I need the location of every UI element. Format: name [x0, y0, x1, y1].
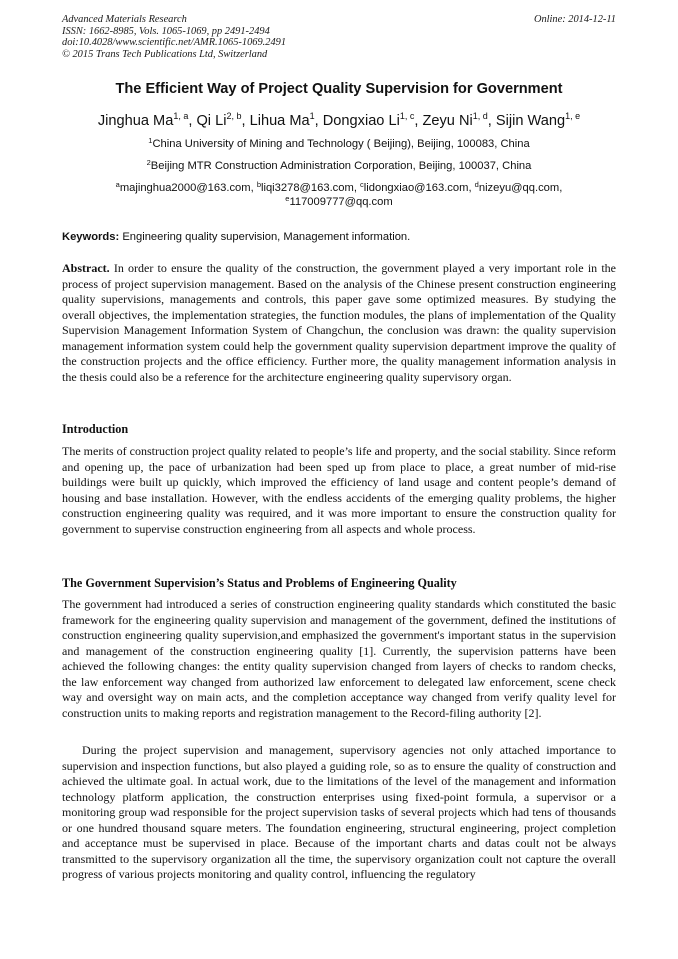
- email-link[interactable]: 117009777@qq.com: [289, 196, 393, 208]
- paper-title: The Efficient Way of Project Quality Supervision for Government: [115, 81, 563, 97]
- email-link[interactable]: lidongxiao@163.com: [363, 182, 469, 194]
- abstract-label: Abstract.: [62, 261, 110, 275]
- author-sup: 1, e: [565, 111, 581, 121]
- keywords-label: Keywords:: [62, 231, 120, 243]
- abstract-text: In order to ensure the quality of the construction, the government played a very important role in the process of project supervision management. Based on the analysis of the Chinese present construction engineering quality supervisions, managements and controls, this paper gave some optimized measures. By studying the overall objectives, the implementation strategies, the function modules, the plans of implementation of the Quality Supervision Management Information System of Changchun, the conclusion was drawn: the quality supervision management information system could help the government quality supervision department improve the quality of the construction projects and the office efficiency. Further more, the quality management information analysis in the thesis could also be a reference for the architecture engineering quality supervisory organ.: [62, 261, 617, 384]
- author-sup: 1, c: [399, 111, 415, 121]
- author-sup: 2, b: [226, 111, 242, 121]
- affiliation-2: $^2$Beijing MTR Construction Administration Corporation, Beijing, 100037, China: [146, 158, 532, 172]
- author-sup: 1, a: [173, 111, 189, 121]
- section-heading-supervision-status: The Government Supervision’s Status and Problems of Engineering Quality: [62, 576, 457, 590]
- author-name: Lihua Ma: [249, 113, 310, 129]
- keywords: [62, 231, 616, 243]
- supervision-paragraph-1: The government had introduced a series of construction engineering quality standards which constituted the basic framework for the engineering quality supervision and management of the government, defined the institutions of construction engineering quality supervision,and emphasized the government's important status in the supervision and management of the construction engineering quality [1]. Currently, the supervision patterns have been achieved the following changes: the entity quality supervision changed from layers of checks to random checks, the law enforcement way changed from authorized law enforcement to delegated law enforcement, scene check way and oversight way on main acts, and the completion acceptance way changed from verify quality level for construction units to making reports and registration management to the Record-filing authority [2].: [62, 597, 616, 720]
- author-list: Jinghua Ma$^{1, a}$, Qi Li$^{2, b}$, Lihua Ma$^1$, Dongxiao Li$^{1, c}$, Zeyu Ni$^{1, d}$, Sijin Wang$^{1, e}$: [97, 111, 581, 129]
- author-name: Dongxiao Li: [322, 113, 400, 129]
- supervision-paragraph-2: During the project supervision and management, supervisory agencies not only attached importance to supervision and inspection functions, but also played a guiding role, so as to ensure the quality of construction and achieved the ultimate goal. In actual work, due to the limitations of the level of the management and information technology platform application, the construction enterprises using fixed-point formula, a supervisor or a monitoring group wad responsible for the project supervision tasks of several projects which had tens of thousands or one hundred thousand square meters. The foundation engineering, structural engineering, project completion and acceptance must be supervised in place. Because of the important charts and datas coult not be always transmitted to the supervisory organization all the time, the supervisory organization coult not capture the overall progress of various projects monitoring and quality control, influencing the regulatory: [62, 743, 616, 881]
- online-date: Online: 2014-12-11: [533, 14, 616, 25]
- author-emails: $^a$majinghua2000@163.com, $^b$liqi3278@163.com, $^c$lidongxiao@163.com, $^d$nizeyu@qq.com, $^e$117009777@qq.com: [115, 180, 563, 208]
- introduction-paragraph: The merits of construction project quality related to people’s life and property, and the social stability. Since reform and opening up, the pace of urbanization had been sped up from place to place, a great number of mid-rise buildings were built up quickly, which improved the efficiency of land usage and content people’s demand of housing and base installation. However, with the endless accidents of the emerging quality problems, the higher construction engineering quality was required, and it was more important to ensure the construction quality for government to supervise construction engineering from all aspects and whole process.: [62, 444, 616, 536]
- author-sup: 1, d: [472, 111, 488, 121]
- author-name: Qi Li: [196, 113, 227, 129]
- issn-line: ISSN: 1662-8985, Vols. 1065-1069, pp 2491-2494: [62, 25, 270, 37]
- section-heading-introduction: Introduction: [62, 422, 129, 436]
- email-link[interactable]: nizeyu@qq.com: [478, 182, 560, 194]
- journal-metadata: [62, 14, 286, 60]
- journal-name: Advanced Materials Research: [62, 14, 187, 25]
- author-name: Jinghua Ma: [97, 113, 174, 129]
- affiliation-1: $^1$China University of Mining and Technology ( Beijing), Beijing, 100083, China: [148, 136, 530, 150]
- keywords-text: Engineering quality supervision, Management information.: [122, 231, 411, 243]
- doi-line: doi:10.4028/www.scientific.net/AMR.1065-1069.2491: [62, 37, 287, 49]
- author-name: Sijin Wang: [495, 113, 566, 129]
- author-sup: 1: [309, 111, 315, 121]
- copyright-line: © 2015 Trans Tech Publications Ltd, Switzerland: [62, 48, 268, 60]
- email-link[interactable]: liqi3278@163.com: [260, 182, 354, 194]
- email-link[interactable]: majinghua2000@163.com: [119, 182, 251, 194]
- author-name: Zeyu Ni: [422, 113, 473, 129]
- abstract: [62, 261, 616, 385]
